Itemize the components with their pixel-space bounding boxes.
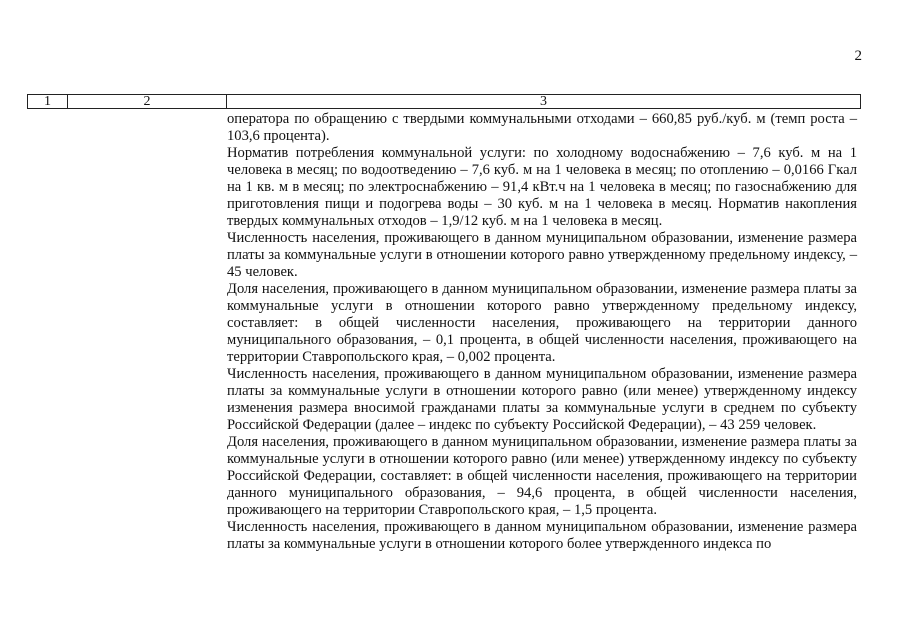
table-header-col-3: 3	[540, 94, 547, 109]
paragraph-population-equal-limit: Численность населения, проживающего в данном муниципальном образовании, изменение размера платы за коммунальные услуги в отношении которого равно утвержденному предельному индексу, – 45 человек.	[227, 230, 857, 280]
paragraph-consumption-norms: Норматив потребления коммунальной услуги: по холодному водоснабжению – 7,6 куб. м на 1 человека в месяц; по водоотведению – 7,6 куб. м на 1 человека в месяц; по отоплению – 0,0166 Гкал на 1 кв. м в месяц; по электроснабжению – 91,4 кВт.ч на 1 человека в месяц; по газоснабжению для приготовления пищи и подогрева воды – 30 куб. м на 1 человека в месяц. Норматив накопления твердых коммунальных отходов – 1,9/12 куб. м на 1 человека в месяц.	[227, 145, 857, 229]
table-header-col-2: 2	[68, 95, 227, 108]
paragraph-operator-tariff: оператора по обращению с твердыми коммунальными отходами – 660,85 руб./куб. м (темп роста – 103,6 процента).	[227, 111, 857, 144]
document-body	[227, 111, 857, 553]
paragraph-share-equal-limit: Доля населения, проживающего в данном муниципальном образовании, изменение размера платы за коммунальные услуги в отношении которого равно утвержденному предельному индексу, составляет: в общей численности населения, проживающего на территории данного муниципального образования, – 0,1 процента, в общей численности населения, проживающего на территории Ставропольского края, – 0,002 процента.	[227, 281, 857, 365]
table-header-row	[27, 94, 861, 109]
paragraph-population-regional-index: Численность населения, проживающего в данном муниципальном образовании, изменение размера платы за коммунальные услуги в отношении которого равно (или менее) утвержденному индексу изменения размера вносимой гражданами платы за коммунальные услуги в среднем по субъекту Российской Федерации (далее – индекс по субъекту Российской Федерации), – 43 259 человек.	[227, 366, 857, 433]
table-header-col-1: 1	[28, 95, 68, 108]
paragraph-population-above-index: Численность населения, проживающего в данном муниципальном образовании, изменение размера платы за коммунальные услуги в отношении которого более утвержденного индекса по	[227, 519, 857, 552]
page-number: 2	[854, 48, 862, 64]
paragraph-share-regional-index: Доля населения, проживающего в данном муниципальном образовании, изменение размера платы за коммунальные услуги в отношении которого равно (или менее) утвержденному индексу по субъекту Российской Федерации, составляет: в общей численности населения, проживающего на территории данного муниципального образования, – 94,6 процента, в общей численности населения, проживающего на территории Ставропольского края, – 1,5 процента.	[227, 434, 857, 518]
